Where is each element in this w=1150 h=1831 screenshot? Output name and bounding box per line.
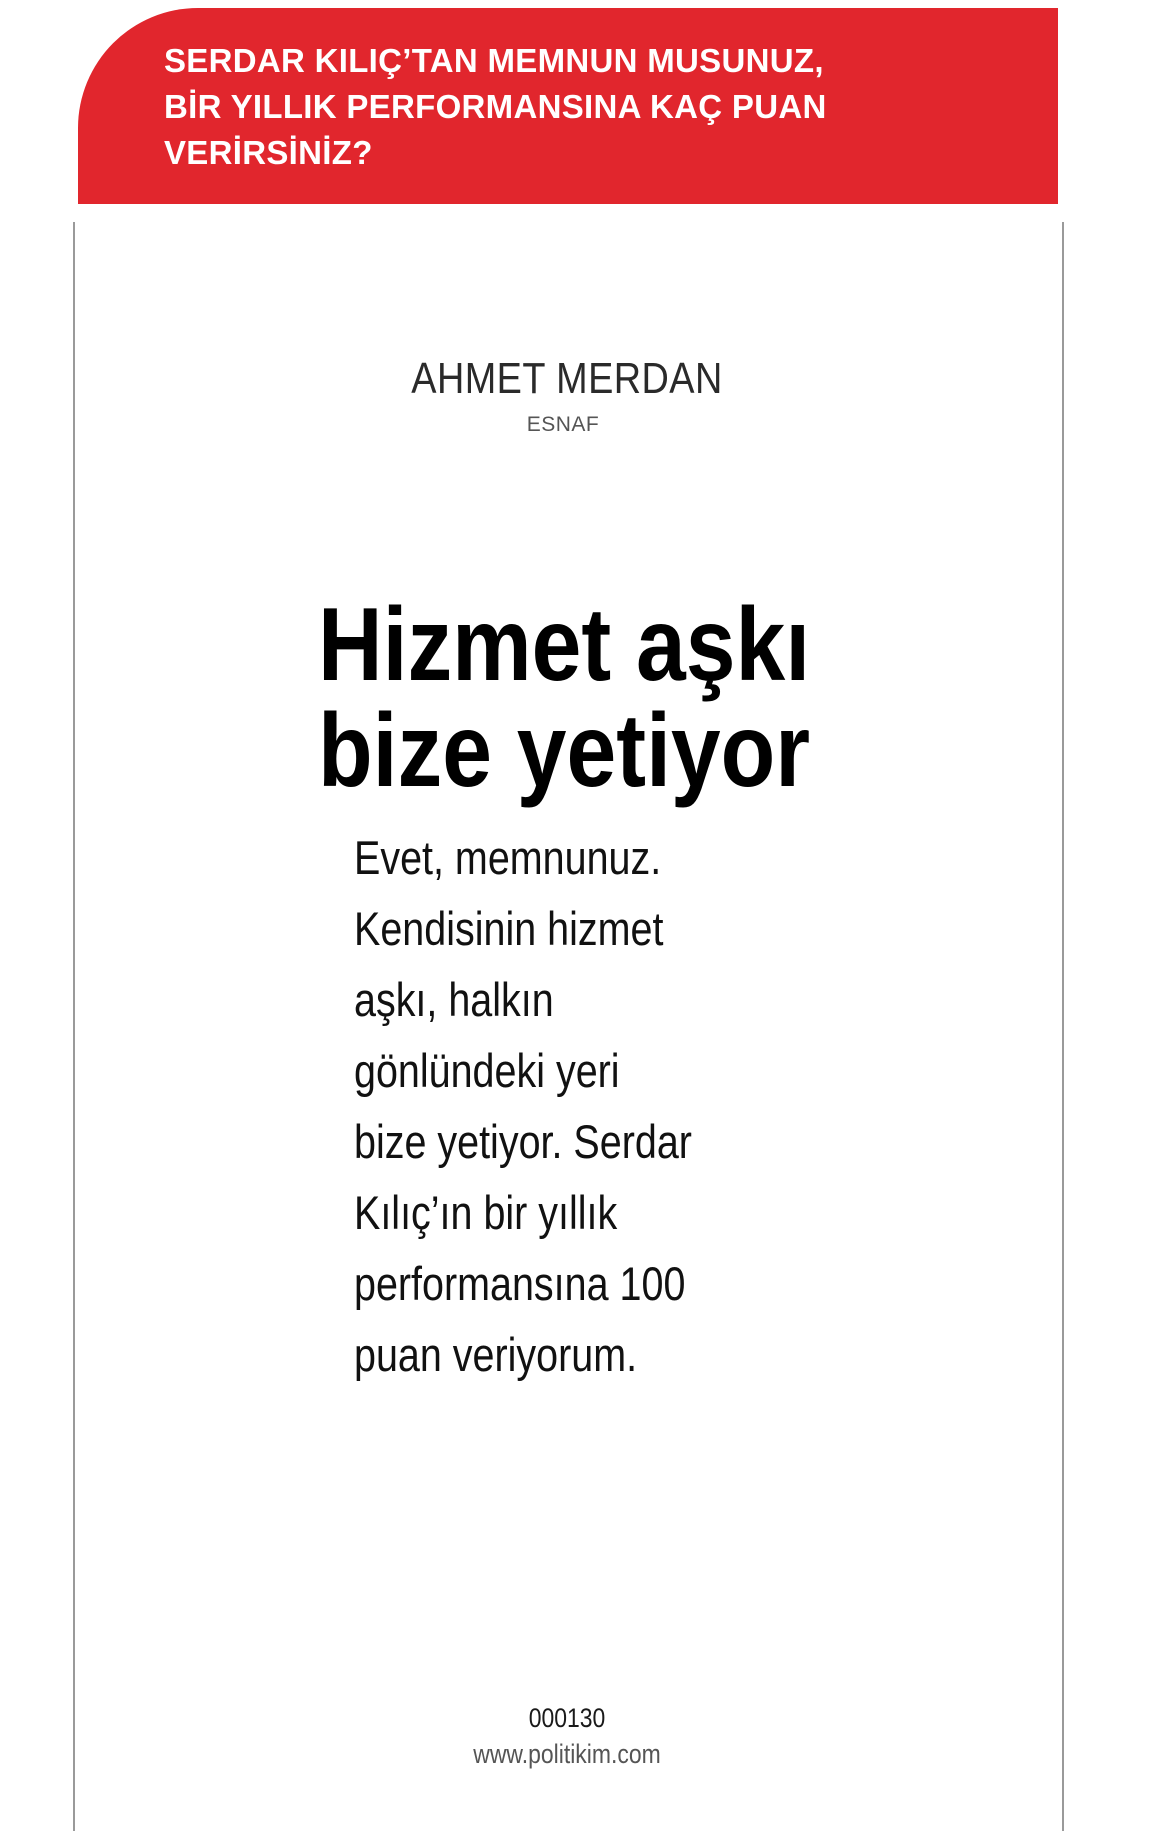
answer-line: Kılıç’ın bir yıllık: [354, 1186, 618, 1239]
answer-line: puan veriyorum.: [354, 1328, 638, 1381]
survey-question-line: VERİRSİNİZ?: [164, 134, 373, 171]
headline: [318, 587, 811, 809]
answer-line: performansına 100: [354, 1257, 686, 1310]
headline-line: bize yetiyor: [318, 693, 811, 809]
reference-code: 000130: [528, 1703, 606, 1733]
headline-line: Hizmet aşkı: [318, 587, 811, 703]
survey-question-line: SERDAR KILIÇ’TAN MEMNUN MUSUNUZ,: [164, 42, 824, 79]
survey-question: [164, 38, 1024, 176]
website-url: www.politikim.com: [473, 1739, 661, 1769]
right-border-line: [1062, 222, 1064, 1831]
answer-line: gönlündeki yeri: [354, 1044, 620, 1097]
answer-line: Kendisinin hizmet: [354, 902, 664, 955]
respondent-occupation: ESNAF: [526, 413, 600, 436]
respondent-name: AHMET MERDAN: [411, 354, 723, 403]
question-banner: [78, 8, 1058, 204]
answer-line: aşkı, halkın: [354, 973, 554, 1026]
survey-question-line: BİR YILLIK PERFORMANSINA KAÇ PUAN: [164, 88, 827, 125]
left-border-line: [73, 222, 75, 1831]
answer-line: bize yetiyor. Serdar: [354, 1115, 692, 1168]
answer-line: Evet, memnunuz.: [354, 831, 662, 884]
answer-text: [354, 822, 692, 1390]
